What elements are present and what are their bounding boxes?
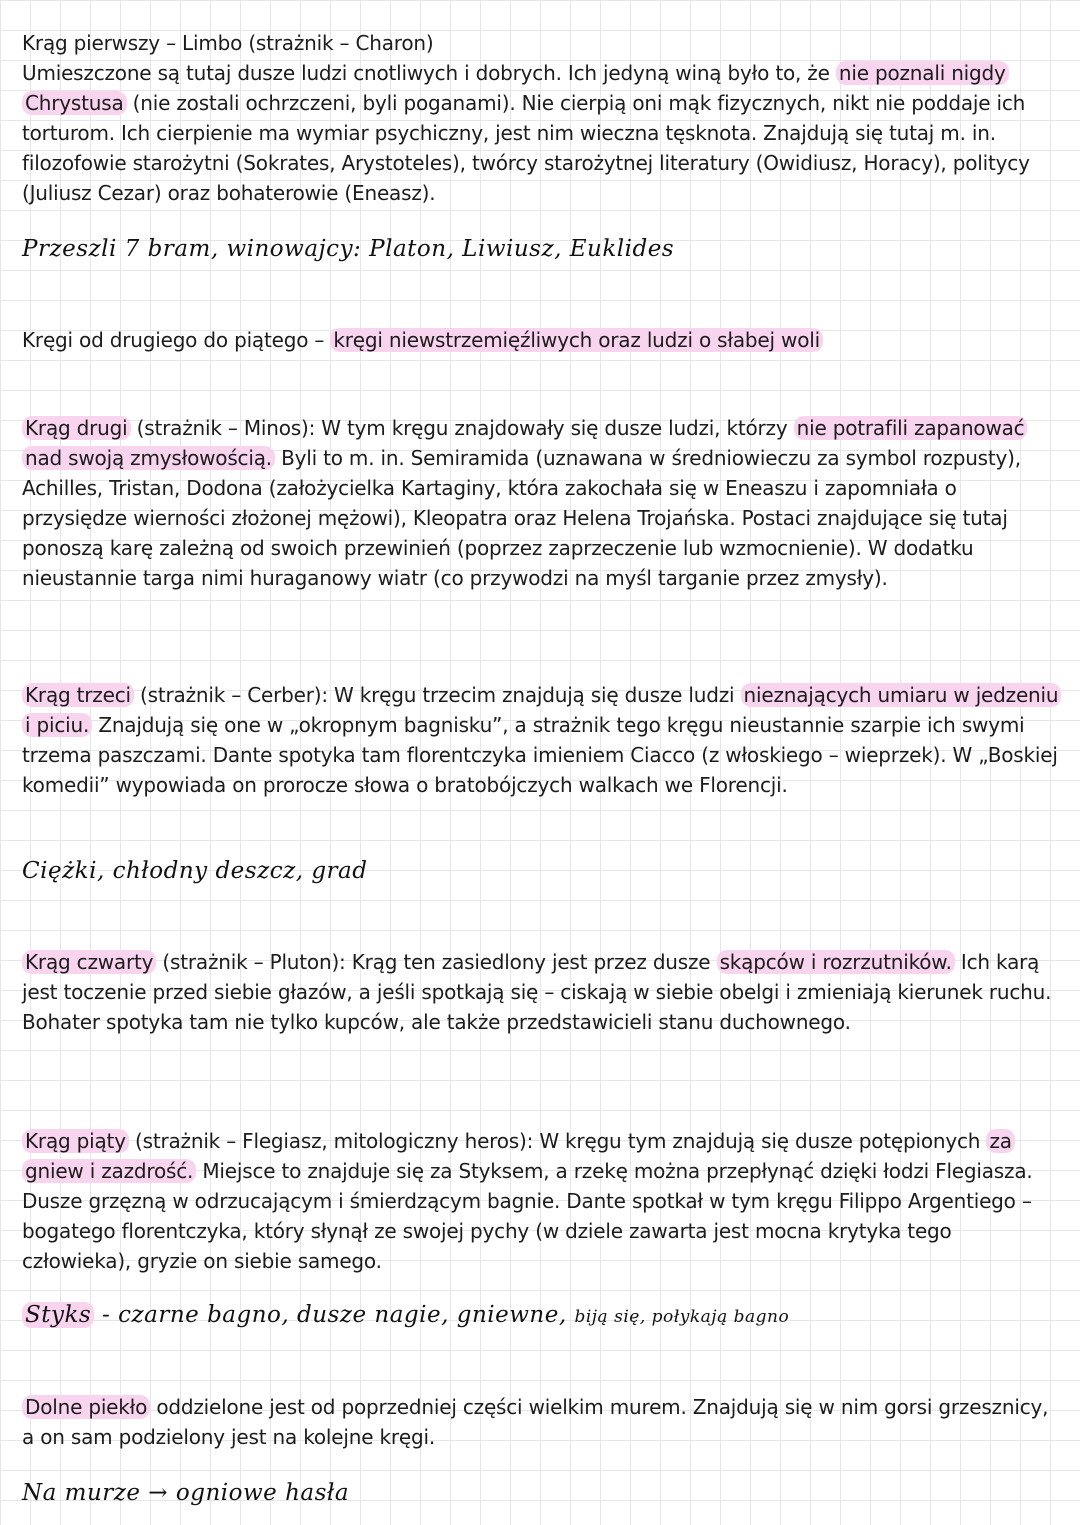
limbo-paragraph [22,58,1062,208]
lower-hell-highlight: Dolne piekło [22,1395,150,1419]
circle5-note-a: - czarne bagno, dusze nagie, gniewne, [94,1302,575,1328]
circle2-text-b: Byli to m. in. Semiramida (uznawana w średniowieczu za symbol rozpusty), Achilles, Tristan, Dodona (założycielka Kartaginy, która zakochała się w Eneaszu i zapomniała o przysiędze wierności złożonej mężowi), Kleopatra oraz Helena Trojańska. Postaci znajdujące się tutaj ponoszą karę zależną od swoich przewinień (poprzez zaprzeczenie lub wzmocnienie). W dodatku nieustannie targa nimi huraganowy wiatr (co przywodzi na myśl targanie przez zmysły). [22,446,1021,590]
section-circle-4 [22,947,1062,1037]
circle5-note-b: biją się, połykają bagno [574,1307,790,1327]
limbo-text-a: Umieszczone są tutaj dusze ludzi cnotliwych i dobrych. Ich jedyną winą było to, że [22,61,836,85]
circle2-text-a: (strażnik – Minos): W tym kręgu znajdowały się dusze ludzi, którzy [130,416,794,440]
circle3-handwritten-note: Ciężki, chłodny deszcz, grad [22,858,368,884]
circle5-text-b: Miejsce to znajduje się za Styksem, a rzekę można przepłynąć dzięki łodzi Flegiasza. Dusze grzęzną w odrzucającym i śmierdzącym bagnie. Dante spotkał w tym kręgu Filippo Argentiego – bogatego florentczyka, który słynął ze swojej pychy (w dziele zawarta jest mocna krytyka tego człowieka), gryzie on siebie samego. [22,1159,1033,1273]
circle5-text-a: (strażnik – Flegiasz, mitologiczny heros): W kręgu tym znajdują się dusze potępionych [128,1129,987,1153]
circle4-title-highlight: Krąg czwarty [22,950,156,974]
section-circle-5 [22,1126,1062,1276]
circle3-text-a: (strażnik – Cerber): W kręgu trzecim znajdują się dusze ludzi [133,683,741,707]
section-limbo [22,28,1062,208]
circle5-title-highlight: Krąg piąty [22,1129,129,1153]
styks-highlight: Styks [22,1302,94,1328]
section-circle-2 [22,413,1062,593]
limbo-highlight: nie poznali nigdy Chrystusa [22,61,1009,115]
intro-highlight: kręgi niewstrzemięźliwych oraz ludzi o słabej woli [330,328,823,352]
circle3-title-highlight: Krąg trzeci [22,683,134,707]
lower-hell-text: oddzielone jest od poprzedniej części wielkim murem. Znajdują się w nim gorsi grzesznicy, a on sam podzielony jest na kolejne kręgi. [22,1395,1049,1449]
section-lower-hell [22,1392,1062,1452]
circle2-highlight: nie potrafili zapanować nad swoją zmysłowością. [22,416,1027,470]
limbo-title: Krąg pierwszy – Limbo (strażnik – Charon) [22,31,434,55]
circle4-text-a: (strażnik – Pluton): Krąg ten zasiedlony jest przez dusze [156,950,717,974]
circle2-title-highlight: Krąg drugi [22,416,131,440]
circle5-handwritten-note [22,1302,789,1328]
circle4-text-b: Ich karą jest toczenie przed siebie głazów, a jeśli spotkają się – ciskają w siebie obelgi i zmieniają kierunek ruchu. Bohater spotyka tam nie tylko kupców, ale także przedstawicieli stanu duchownego. [22,950,1052,1034]
limbo-text-b: (nie zostali ochrzczeni, byli poganami). Nie cierpią oni mąk fizycznych, nikt nie poddaje ich torturom. Ich cierpienie ma wymiar psychiczny, jest nim wieczna tęsknota. Znajdują się tutaj m. in. filozofowie starożytni (Sokrates, Arystoteles), twórcy starożytnej literatury (Owidiusz, Horacy), politycy (Juliusz Cezar) oraz bohaterowie (Eneasz). [22,91,1030,205]
circle3-highlight: nieznających umiaru w jedzeniu i piciu. [22,683,1061,737]
section-intro [22,325,1062,355]
circle3-text-b: Znajdują się one w „okropnym bagnisku”, a strażnik tego kręgu nieustannie szarpie ich swymi trzema paszczami. Dante spotyka tam florentczyka imieniem Ciacco (z włoskiego – wieprzek). W „Boskiej komedii” wypowiada on prorocze słowa o bratobójczych walkach we Florencji. [22,713,1058,797]
lower-hell-handwritten-note: Na murze → ogniowe hasła [22,1480,350,1506]
circle5-highlight: za gniew i zazdrość. [22,1129,1015,1183]
section-circle-3 [22,680,1062,800]
circle4-highlight: skąpców i rozrzutników. [717,950,955,974]
intro-text: Kręgi od drugiego do piątego – [22,328,331,352]
limbo-handwritten-note: Przeszli 7 bram, winowajcy: Platon, Liwiusz, Euklides [22,236,675,262]
